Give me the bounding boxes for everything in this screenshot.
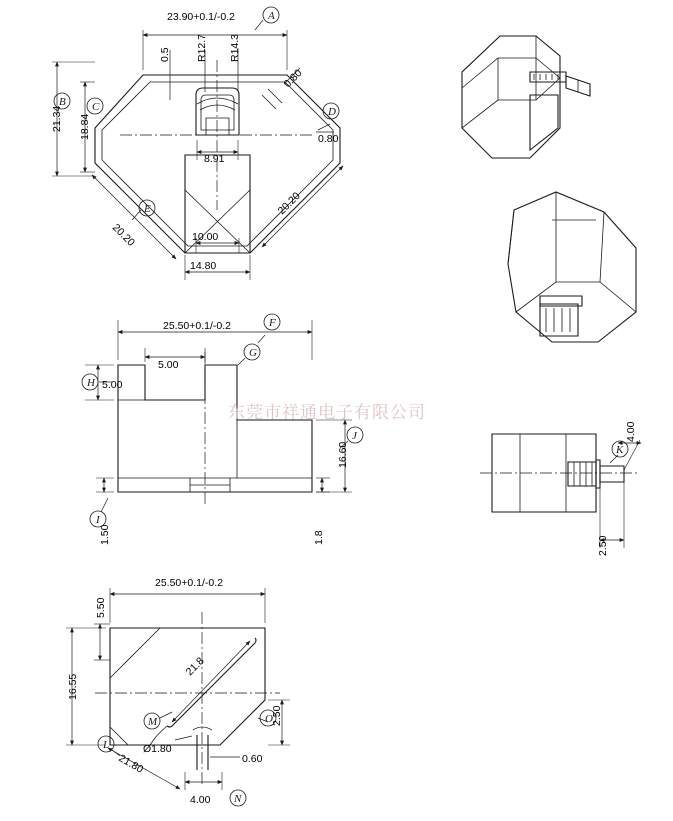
balloon-c: C bbox=[92, 101, 100, 113]
dim-080b: 0.80 bbox=[318, 133, 339, 145]
dim-080a: 0.80 bbox=[281, 67, 305, 91]
balloon-a: A bbox=[268, 10, 275, 22]
balloon-h: H bbox=[87, 377, 95, 389]
dim-060: 0.60 bbox=[242, 753, 263, 765]
dim-1884: 18.84 bbox=[79, 113, 91, 140]
balloon-b: B bbox=[59, 96, 66, 108]
dim-250a: 2.50 bbox=[597, 535, 609, 556]
balloon-l: L bbox=[103, 739, 110, 751]
view-mid-left bbox=[85, 320, 352, 512]
dim-2020a: 20.20 bbox=[109, 221, 137, 249]
balloon-o: O bbox=[265, 713, 273, 725]
dim-1660: 16.60 bbox=[337, 441, 349, 468]
balloon-f: F bbox=[269, 317, 276, 329]
labels-right-bottom bbox=[597, 421, 637, 556]
dim-1000: 10.00 bbox=[192, 231, 219, 243]
balloon-n: N bbox=[234, 793, 242, 805]
dim-1480: 14.80 bbox=[190, 260, 217, 272]
dim-2134: 21.34 bbox=[51, 105, 63, 132]
dim-2390: 23.90+0.1/-0.2 bbox=[167, 11, 236, 23]
dim-891: 8.91 bbox=[204, 153, 225, 165]
view-right-top-3d bbox=[462, 36, 590, 158]
dim-050: 0.5 bbox=[159, 47, 171, 62]
labels-mid-left bbox=[82, 314, 363, 545]
balloon-g: G bbox=[249, 347, 257, 359]
dim-18: 1.8 bbox=[313, 530, 325, 545]
balloon-d: D bbox=[328, 106, 336, 118]
watermark-text: 东莞市祥通电子有限公司 bbox=[228, 403, 426, 422]
dim-218: 21.8 bbox=[183, 655, 207, 679]
dim-2550-top: 25.50+0.1/-0.2 bbox=[163, 320, 232, 332]
balloon-e: E bbox=[144, 203, 151, 215]
labels-top-left bbox=[51, 7, 339, 272]
dim-r143: R14.3 bbox=[229, 33, 241, 62]
dim-150: 1.50 bbox=[99, 524, 111, 545]
view-right-mid-3d bbox=[508, 192, 636, 342]
dim-d180: Ø1.80 bbox=[143, 743, 172, 755]
dim-1655: 16.55 bbox=[67, 673, 79, 700]
dim-400b: 4.00 bbox=[190, 794, 211, 806]
balloon-i: I bbox=[96, 514, 100, 526]
dim-2180: 21.80 bbox=[116, 752, 146, 776]
dim-550: 5.50 bbox=[95, 597, 107, 618]
dim-r127: R12.7 bbox=[196, 33, 208, 62]
balloon-j: J bbox=[352, 430, 357, 442]
balloon-m: M bbox=[148, 716, 158, 728]
dim-250b: 2.50 bbox=[271, 705, 283, 726]
dim-400a: 4.00 bbox=[625, 421, 637, 442]
dim-2020b: 20.20 bbox=[275, 190, 303, 218]
dim-2550-bot: 25.50+0.1/-0.2 bbox=[155, 577, 224, 589]
balloon-k: K bbox=[616, 444, 624, 456]
dim-500a: 5.00 bbox=[158, 359, 179, 371]
dim-500b: 5.00 bbox=[102, 379, 123, 391]
labels-bottom-left bbox=[67, 577, 283, 806]
